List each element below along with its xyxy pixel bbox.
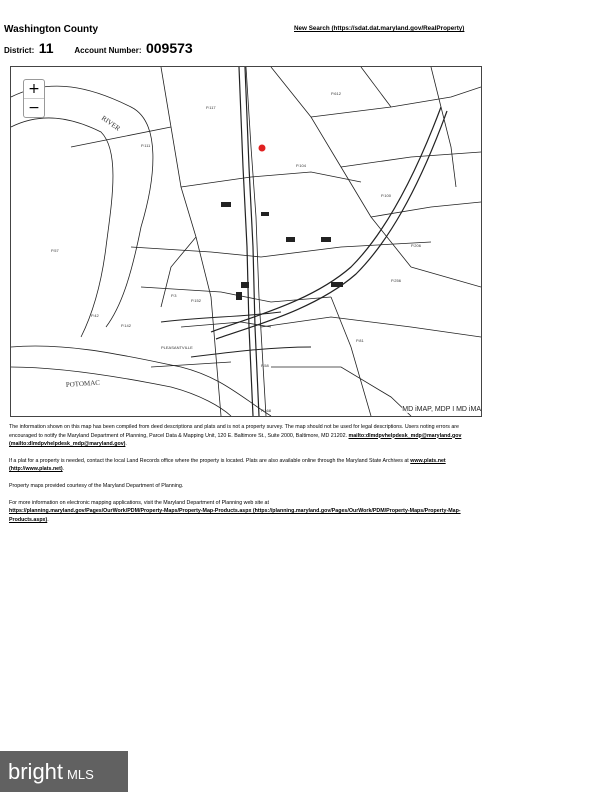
potomac-label: POTOMAC [65,378,101,389]
map-drawing [11,67,481,416]
parcel-label: P.206 [411,243,421,248]
account-value: 009573 [145,40,193,56]
plats-text: If a plat for a property is needed, contact the local Land Records office where the property is located. Plats are also available online through the Maryland State Archives at [9,457,409,464]
zoom-out-button[interactable]: − [24,98,44,117]
parcel-label: P.117 [206,105,216,110]
parcel-label: P.168 [261,408,271,413]
town-label: PLEASANTVILLE [161,345,193,350]
parcel-label: P.152 [191,298,201,303]
plats-paragraph: If a plat for a property is needed, contact the local Land Records office where the property is located. Plats are also available online through the Maryland State Archives at www.plats.net (http://www.plats.net). [9,457,446,473]
watermark-brand: bright [8,759,64,784]
account-line [4,40,193,58]
zoom-control [23,79,45,118]
new-search-link[interactable]: New Search (https://sdat.dat.maryland.gov/RealProperty) [294,25,465,32]
planning-link[interactable]: https://planning.maryland.gov/Pages/OurWork/PDM/Property-Maps/Property-Map-Products.aspx (https://planning.maryland.gov/Pages/OurWork/PDM/Property-Maps/Property-Map-Products.aspx) [9,508,461,523]
county-title: Washington County [4,24,99,35]
parcel-label: P.81 [356,338,364,343]
parcel-label: P.57 [51,248,59,253]
info-paragraph: For more information on electronic mapping applications, visit the Maryland Department of Planning web site at https://planning.maryland.gov/Pages/OurWork/PDM/Property-Maps/Property-Map-Products.aspx (https://planning.maryland.gov/Pages/OurWork/PDM/Property-Maps/Property-Map-Products.aspx). [9,499,461,523]
parcel-label: P.58 [261,363,269,368]
parcel-label: P.100 [381,193,391,198]
district-value: 11 [38,40,54,56]
plats-link[interactable]: www.plats.net (http://www.plats.net) [9,457,446,473]
parcel-label: P.256 [391,278,401,283]
map-attribution: MD iMAP, MDP I MD iMA [402,406,481,413]
helpdesk-email-link[interactable]: mailto:dlmdpvhelpdesk_mdp@maryland.gov (mailto:dlmdpvhelpdesk_mdp@maryland.gov) [9,432,462,448]
parcel-label: P.142 [121,323,131,328]
courtesy-text: Property maps provided courtesy of the Maryland Department of Planning. [9,482,184,489]
disclaimer-text: The information shown on this map has been compiled from deed descriptions and plats and is not a property survey. The map should not be used for legal descriptions. Users noting errors are encouraged to notify the Maryland Department of Planning, Parcel Data & Mapping Unit, 120 E. Baltimore St., Suite 2000, Baltimore, MD 21202. [9,424,459,439]
river-bank-south2 [11,367,231,416]
zoom-in-button[interactable]: + [28,81,40,97]
watermark-suffix: MLS [67,767,94,782]
parcel-label: P.111 [141,143,151,148]
parcel-label: P.612 [331,91,341,96]
bright-mls-watermark [0,751,128,792]
account-label: Account Number: [74,46,142,55]
river-label: RIVER [99,114,122,133]
parcel-label: P.42 [91,313,99,318]
map-notes [9,423,469,532]
parcel-label: P.3 [171,293,177,298]
parcel-label: P.104 [296,163,306,168]
river-bank-west [11,118,113,337]
property-marker[interactable] [259,145,266,152]
district-label: District: [4,46,35,55]
disclaimer-paragraph: The information shown on this map has been compiled from deed descriptions and plats and is not a property survey. The map should not be used for legal descriptions. Users noting errors are encouraged to notify the Maryland Department of Planning, Parcel Data & Mapping Unit, 120 E. Baltimore St., Suite 2000, Baltimore, MD 21202. mailto:dlmdpvhelpdesk_mdp@maryland.gov (mailto:dlmdpvhelpdesk_mdp@maryland.gov). [9,424,462,448]
info-text: For more information on electronic mapping applications, visit the Maryland Department of Planning web site at [9,499,269,506]
property-map[interactable] [10,66,482,417]
river-bank-north [11,86,153,327]
